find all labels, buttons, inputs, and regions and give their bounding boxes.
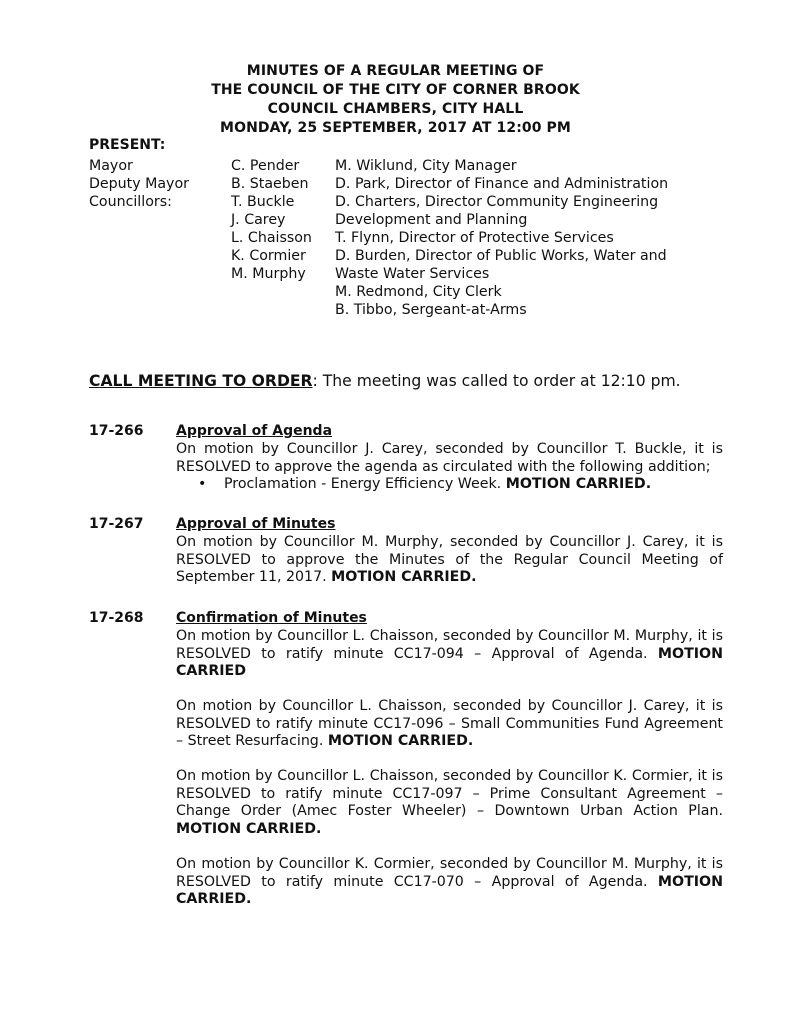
item-title: Approval of Minutes (176, 516, 336, 532)
motion-text: On motion by Councillor L. Chaisson, seconded by Councillor K. Cormier, it is RESOLVED to ratify minute CC17-097 – Prime Consultant Agreement – Change Order (Amec Foster Wheeler) – Downtown Urban Action Plan. (176, 768, 723, 820)
staff-line: M. Redmond, City Clerk (335, 284, 502, 300)
addition-text: Proclamation - Energy Efficiency Week. (224, 476, 506, 492)
item-number: 17-268 (89, 610, 144, 626)
attendee-name: M. Murphy (231, 266, 306, 282)
attendee-name: B. Staeben (231, 176, 309, 192)
motion-text: On motion by Councillor L. Chaisson, seconded by Councillor M. Murphy, it is RESOLVED to ratify minute CC17-094 – Approval of Agenda. (176, 628, 723, 662)
staff-line: M. Wiklund, City Manager (335, 158, 517, 174)
present-names (231, 157, 312, 283)
staff-line: Waste Water Services (335, 266, 490, 282)
attendee-name: L. Chaisson (231, 230, 312, 246)
item-title: Confirmation of Minutes (176, 610, 367, 626)
motion-paragraph (176, 768, 723, 838)
motion-result: MOTION CARRIED (176, 645, 723, 680)
item-title: Approval of Agenda (176, 423, 333, 439)
motion-text: On motion by Councillor M. Murphy, seconded by Councillor J. Carey, it is RESOLVED to approve the Minutes of the Regular Council Meeting of September 11, 2017. (176, 534, 723, 586)
role-mayor: Mayor (89, 158, 133, 174)
call-to-order (89, 372, 681, 390)
motion-text: On motion by Councillor J. Carey, seconded by Councillor T. Buckle, it is RESOLVED to approve the agenda as circulated with the following addition; (176, 441, 723, 475)
staff-line: T. Flynn, Director of Protective Services (335, 230, 614, 246)
role-councillors: Councillors: (89, 194, 172, 210)
staff-line: D. Park, Director of Finance and Administration (335, 176, 669, 192)
motion-paragraph (176, 441, 723, 476)
header-line-3: COUNCIL CHAMBERS, CITY HALL (267, 101, 524, 117)
motion-result: MOTION CARRIED. (176, 820, 322, 837)
agenda-addition (198, 476, 651, 494)
motion-text: On motion by Councillor L. Chaisson, seconded by Councillor J. Carey, it is RESOLVED to ratify minute CC17-096 – Small Communities Fund Agreement – Street Resurfacing. (176, 698, 723, 750)
present-label: PRESENT: (89, 137, 166, 153)
motion-paragraph (176, 628, 723, 681)
header-line-2: THE COUNCIL OF THE CITY OF CORNER BROOK (211, 82, 580, 98)
staff-line: D. Charters, Director Community Engineering (335, 194, 659, 210)
header-line-4: MONDAY, 25 SEPTEMBER, 2017 AT 12:00 PM (220, 120, 571, 136)
motion-paragraph (176, 698, 723, 751)
motion-result: MOTION CARRIED. (176, 873, 723, 908)
present-roles (89, 157, 189, 211)
motion-result: MOTION CARRIED. (505, 476, 652, 492)
item-number: 17-266 (89, 423, 144, 439)
call-to-order-label: CALL MEETING TO ORDER (89, 372, 313, 390)
motion-paragraph (176, 534, 723, 587)
bullet-icon: • (198, 476, 207, 492)
document-header (0, 62, 791, 138)
item-number: 17-267 (89, 516, 144, 532)
staff-line: Development and Planning (335, 212, 528, 228)
present-staff (335, 157, 668, 319)
motion-result: MOTION CARRIED. (331, 569, 477, 586)
staff-line: D. Burden, Director of Public Works, Water and (335, 248, 667, 264)
attendee-name: K. Cormier (231, 248, 306, 264)
attendee-name: J. Carey (231, 212, 286, 228)
motion-paragraph (176, 856, 723, 909)
attendee-name: T. Buckle (231, 194, 295, 210)
motion-text: On motion by Councillor K. Cormier, seconded by Councillor M. Murphy, it is RESOLVED to ratify minute CC17-070 – Approval of Agenda. (176, 856, 723, 890)
attendee-name: C. Pender (231, 158, 300, 174)
call-to-order-text: : The meeting was called to order at 12:10 pm. (312, 372, 681, 390)
motion-result: MOTION CARRIED. (327, 733, 474, 750)
role-deputy-mayor: Deputy Mayor (89, 176, 189, 192)
staff-line: B. Tibbo, Sergeant-at-Arms (335, 302, 527, 318)
header-line-1: MINUTES OF A REGULAR MEETING OF (246, 63, 545, 79)
